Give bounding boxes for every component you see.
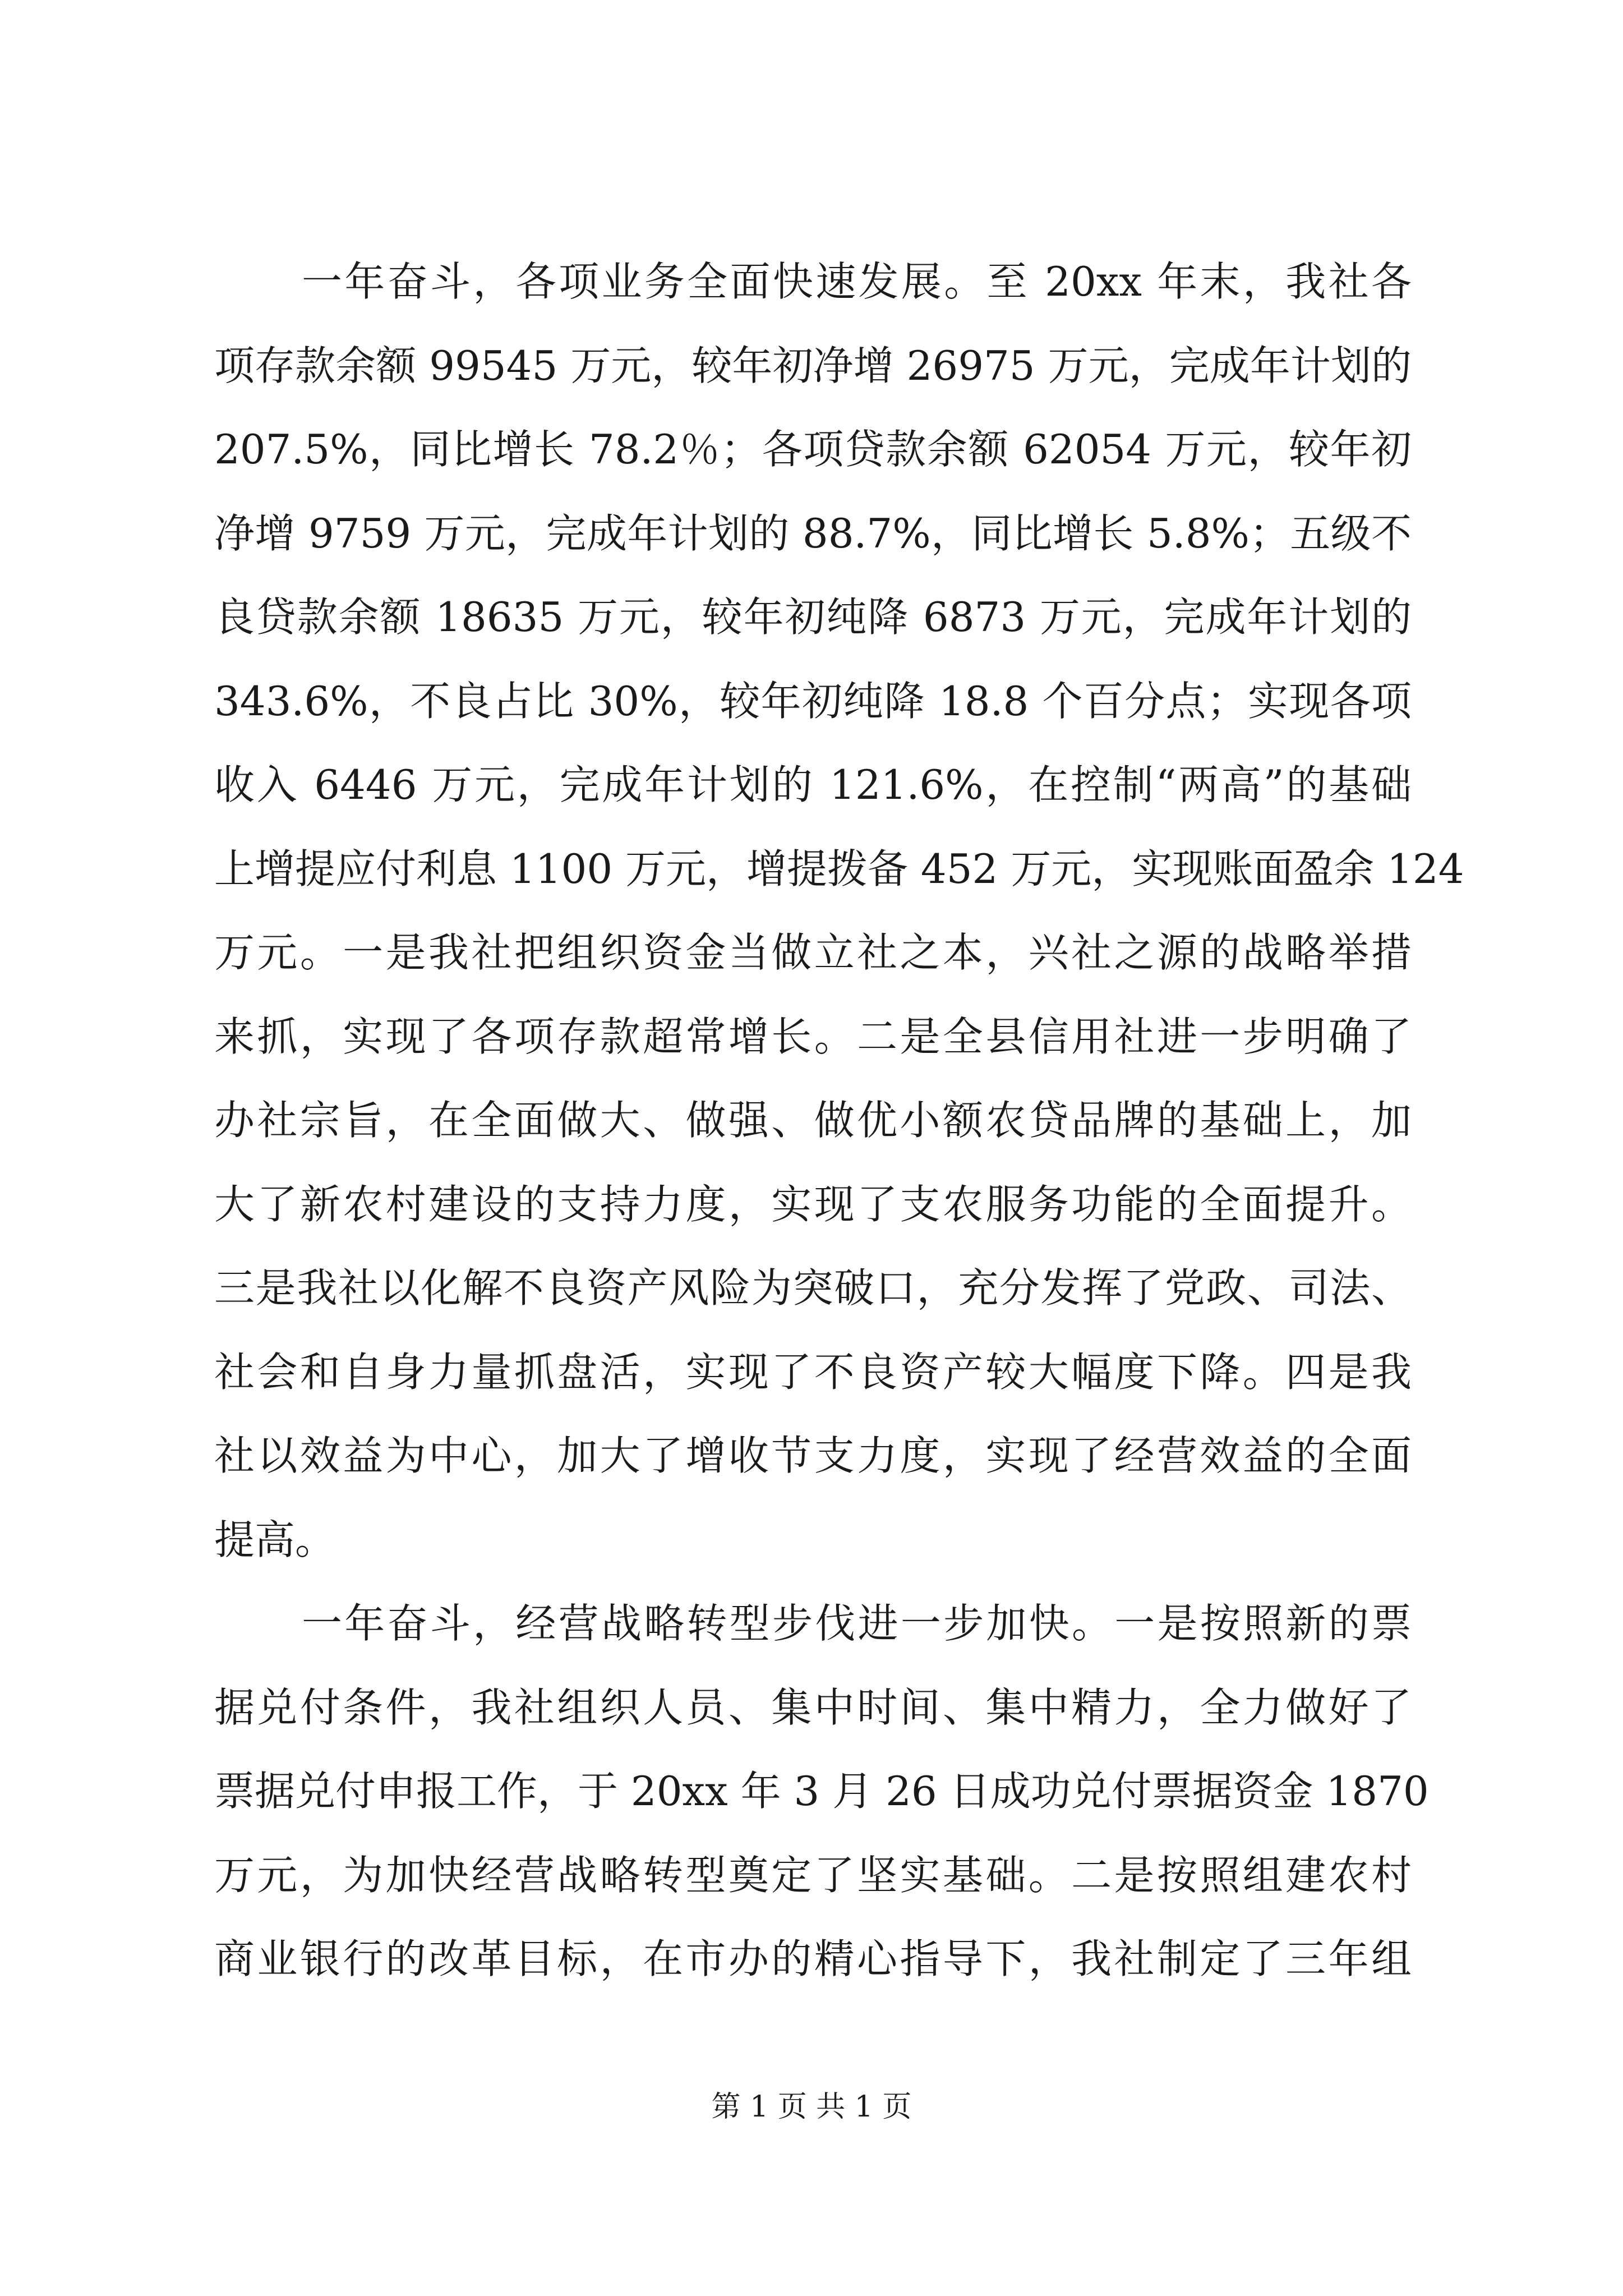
paragraph-1-line: 一年奋斗，各项业务全面快速发展。至 20xx 年末，我社各: [302, 258, 1412, 305]
paragraph-2-line: 商业银行的改革目标，在市办的精心指导下，我社制定了三年组: [214, 1935, 1412, 1982]
paragraph-1-line: 207.5%，同比增长 78.2％；各项贷款余额 62054 万元，较年初: [214, 426, 1412, 473]
paragraph-2-line: 票据兑付申报工作，于 20xx 年 3 月 26 日成功兑付票据资金 1870: [214, 1768, 1429, 1815]
paragraph-2-line: 一年奋斗，经营战略转型步伐进一步加快。一是按照新的票: [302, 1600, 1412, 1647]
paragraph-1-line: 收入 6446 万元，完成年计划的 121.6%，在控制“两高”的基础: [214, 761, 1412, 808]
paragraph-1-line: 社以效益为中心，加大了增收节支力度，实现了经营效益的全面: [214, 1432, 1412, 1479]
paragraph-1-line: 办社宗旨，在全面做大、做强、做优小额农贷品牌的基础上，加: [214, 1097, 1412, 1144]
paragraph-1-line: 提高。: [214, 1516, 336, 1563]
paragraph-1-line: 上增提应付利息 1100 万元，增提拨备 452 万元，实现账面盈余 124: [214, 845, 1464, 892]
paragraph-1-line: 净增 9759 万元，完成年计划的 88.7%，同比增长 5.8%；五级不: [214, 509, 1412, 557]
paragraph-1-line: 三是我社以化解不良资产风险为突破口，充分发挥了党政、司法、: [214, 1264, 1412, 1312]
paragraph-2-line: 万元，为加快经营战略转型奠定了坚实基础。二是按照组建农村: [214, 1851, 1412, 1899]
page-footer: [0, 2085, 1623, 2129]
paragraph-1-line: 343.6%，不良占比 30%，较年初纯降 18.8 个百分点；实现各项: [214, 677, 1412, 725]
paragraph-1-line: 万元。一是我社把组织资金当做立社之本，兴社之源的战略举措: [214, 929, 1412, 976]
paragraph-1-line: 项存款余额 99545 万元，较年初净增 26975 万元，完成年计划的: [214, 342, 1412, 389]
body-text: [214, 240, 1464, 2001]
paragraph-1-line: 大了新农村建设的支持力度，实现了支农服务功能的全面提升。: [214, 1180, 1412, 1228]
paragraph-1-line: 来抓，实现了各项存款超常增长。二是全县信用社进一步明确了: [214, 1013, 1412, 1060]
paragraph-1-line: 社会和自身力量抓盘活，实现了不良资产较大幅度下降。四是我: [214, 1348, 1412, 1396]
paragraph-2-line: 据兑付条件，我社组织人员、集中时间、集中精力，全力做好了: [214, 1683, 1412, 1731]
page-number-label: 第 1 页 共 1 页: [711, 2090, 912, 2124]
paragraph-1-line: 良贷款余额 18635 万元，较年初纯降 6873 万元，完成年计划的: [214, 593, 1412, 641]
